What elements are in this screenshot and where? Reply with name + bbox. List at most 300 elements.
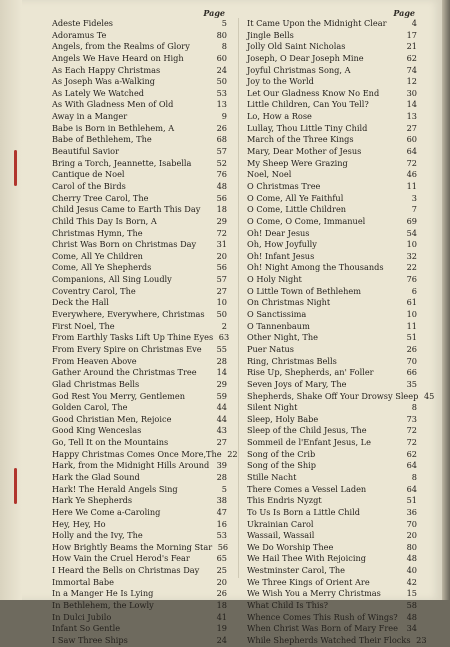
entry-page-number: 76	[216, 169, 227, 180]
entry-page-number: 60	[216, 52, 227, 63]
index-entry	[247, 519, 417, 531]
entry-title: Carol of the Birds	[52, 180, 126, 191]
entry-page-number: 16	[216, 518, 227, 529]
entry-page-number: 3	[411, 192, 417, 203]
index-entry	[52, 99, 227, 111]
entry-page-number: 10	[406, 309, 417, 320]
entry-title: From Heaven Above	[52, 355, 137, 366]
entry-page-number: 73	[406, 413, 417, 424]
entry-title: Companions, All Sing Loudly	[52, 274, 172, 285]
entry-page-number: 26	[216, 588, 227, 599]
column-divider	[238, 18, 239, 578]
entry-page-number: 50	[216, 309, 227, 320]
entry-title: Joseph, O Dear Joseph Mine	[247, 52, 364, 63]
entry-page-number: 70	[406, 355, 417, 366]
entry-page-number: 18	[216, 204, 227, 215]
entry-title: O Tannenbaum	[247, 320, 310, 331]
index-entry	[52, 507, 227, 519]
index-entry	[247, 344, 417, 356]
entry-page-number: 28	[216, 355, 227, 366]
entry-title: First Noel, The	[52, 320, 115, 331]
entry-page-number: 20	[216, 576, 227, 587]
page-edge-shadow	[442, 0, 450, 600]
index-entry	[52, 542, 227, 554]
index-entry	[52, 519, 227, 531]
entry-title: In Dulci Jubilo	[52, 611, 112, 622]
entry-page-number: 80	[216, 29, 227, 40]
entry-page-number: 13	[406, 111, 417, 122]
index-entry	[52, 484, 227, 496]
entry-page-number: 51	[406, 495, 417, 506]
entry-title: O Little Town of Bethlehem	[247, 285, 361, 296]
index-entry	[52, 495, 227, 507]
entry-title: Hark! The Herald Angels Sing	[52, 483, 178, 494]
entry-page-number: 28	[216, 471, 227, 482]
index-entry	[247, 530, 417, 542]
index-entry	[247, 286, 417, 298]
index-entry	[52, 216, 227, 228]
entry-page-number: 10	[406, 239, 417, 250]
entry-title: Cherry Tree Carol, The	[52, 192, 149, 203]
entry-title: March of the Three Kings	[247, 134, 354, 145]
index-column-left	[52, 8, 238, 647]
entry-page-number: 66	[406, 367, 417, 378]
entry-title: O Come, All Ye Faithful	[247, 192, 344, 203]
index-entry	[247, 146, 417, 158]
entry-page-number: 13	[216, 99, 227, 110]
index-entry	[52, 402, 227, 414]
entry-title: Oh! Dear Jesus	[247, 227, 310, 238]
entry-page-number: 41	[216, 611, 227, 622]
entry-title: Beautiful Savior	[52, 146, 120, 157]
index-entry	[247, 507, 417, 519]
entry-page-number: 12	[406, 76, 417, 87]
entry-page-number: 2	[221, 320, 227, 331]
index-entry	[52, 65, 227, 77]
entry-title: Christmas Hymn, The	[52, 227, 143, 238]
entry-title: Wassail, Wassail	[247, 530, 315, 541]
index-entry	[52, 577, 227, 589]
entry-title: Silent Night	[247, 402, 298, 413]
index-entry	[52, 41, 227, 53]
index-entry	[247, 634, 427, 647]
index-entry	[52, 391, 227, 403]
entry-page-number: 76	[406, 274, 417, 285]
entry-page-number: 64	[406, 483, 417, 494]
index-entry	[247, 425, 417, 437]
entry-page-number: 25	[216, 565, 227, 576]
entry-title: Glad Christmas Bells	[52, 378, 140, 389]
entry-title: Sleep of the Child Jesus, The	[247, 425, 367, 436]
entry-page-number: 44	[216, 402, 227, 413]
index-entry	[247, 204, 417, 216]
entry-page-number: 48	[406, 553, 417, 564]
index-entry	[52, 553, 227, 565]
entry-page-number: 9	[221, 111, 227, 122]
entry-title: In a Manger He Is Lying	[52, 588, 154, 599]
index-entry	[52, 309, 227, 321]
index-entry	[247, 600, 417, 612]
entry-title: Sommeil de l'Enfant Jesus, Le	[247, 437, 371, 448]
entry-page-number: 18	[216, 600, 227, 611]
entry-title: Joyful Christmas Song, A	[247, 64, 351, 75]
entry-page-number: 52	[216, 157, 227, 168]
index-entry	[52, 356, 227, 368]
entry-title: We Wish You a Merry Christmas	[247, 588, 381, 599]
index-entry	[247, 390, 435, 403]
index-entry	[247, 30, 417, 42]
entry-page-number: 61	[406, 297, 417, 308]
entry-page-number: 57	[216, 274, 227, 285]
entry-page-number: 58	[406, 600, 417, 611]
index-entry	[247, 577, 417, 589]
index-entry	[247, 321, 417, 333]
index-entry	[52, 379, 227, 391]
index-entry	[52, 274, 227, 286]
index-entry	[247, 41, 417, 53]
index-entry	[247, 228, 417, 240]
entry-page-number: 24	[216, 634, 227, 645]
entry-title: Westminster Carol, The	[247, 565, 345, 576]
entry-title: Come, All Ye Shepherds	[52, 262, 152, 273]
index-entry	[52, 530, 227, 542]
entry-page-number: 14	[216, 367, 227, 378]
index-entry	[247, 239, 417, 251]
entry-title: Whence Comes This Rush of Wings?	[247, 611, 398, 622]
entry-page-number: 72	[216, 227, 227, 238]
entry-page-number: 48	[406, 611, 417, 622]
entry-page-number: 29	[216, 378, 227, 389]
entry-title: Let Our Gladness Know No End	[247, 87, 380, 98]
index-entry	[52, 588, 227, 600]
entry-title: As Each Happy Christmas	[52, 64, 161, 75]
entry-title: Good Christian Men, Rejoice	[52, 413, 172, 424]
index-entry	[52, 635, 227, 647]
entry-title: Deck the Hall	[52, 297, 109, 308]
index-entry	[247, 297, 417, 309]
entry-title: Here We Come a-Caroling	[52, 506, 161, 517]
entry-title: Lullay, Thou Little Tiny Child	[247, 122, 368, 133]
entry-title: Bring a Torch, Jeannette, Isabella	[52, 157, 192, 168]
page-binding	[0, 0, 22, 600]
entry-title: On Christmas Night	[247, 297, 331, 308]
entry-page-number: 30	[406, 87, 417, 98]
entry-title: Babe of Bethlehem, The	[52, 134, 152, 145]
entry-title: Hark the Glad Sound	[52, 471, 140, 482]
entry-title: O Holy Night	[247, 274, 302, 285]
index-entry	[247, 402, 417, 414]
entry-page-number: 20	[406, 530, 417, 541]
entry-page-number: 62	[406, 448, 417, 459]
index-entry	[52, 565, 227, 577]
entry-title: As Lately We Watched	[52, 87, 145, 98]
entry-page-number: 72	[406, 437, 417, 448]
entry-title: Hey, Hey, Ho	[52, 518, 106, 529]
index-entry	[247, 18, 417, 30]
entry-title: From Every Spire on Christmas Eve	[52, 343, 202, 354]
index-column-right	[247, 8, 435, 647]
index-entry	[52, 239, 227, 251]
entry-title: Song of the Ship	[247, 460, 316, 471]
entry-page-number: 32	[406, 250, 417, 261]
index-entry	[247, 123, 417, 135]
index-entry	[52, 134, 227, 146]
entry-title: While Shepherds Watched Their Flocks	[247, 634, 411, 645]
index-entry	[52, 30, 227, 42]
index-entry	[247, 542, 417, 554]
entry-page-number: 56	[216, 192, 227, 203]
entry-page-number: 47	[216, 506, 227, 517]
entry-title: Gather Around the Christmas Tree	[52, 367, 197, 378]
entry-page-number: 10	[216, 297, 227, 308]
index-entry	[52, 158, 227, 170]
index-entry	[52, 286, 227, 298]
entry-page-number: 35	[406, 378, 417, 389]
entry-title: Hark, from the Midnight Hills Around	[52, 460, 210, 471]
entry-page-number: 4	[411, 18, 417, 28]
entry-title: To Us Is Born a Little Child	[247, 506, 361, 517]
index-entry	[247, 88, 417, 100]
entry-title: When Christ Was Born of Mary Free	[247, 623, 398, 634]
index-entry	[52, 460, 227, 472]
entry-title: Sleep, Holy Babe	[247, 413, 319, 424]
index-entry	[247, 553, 417, 565]
entry-title: Angels We Have Heard on High	[52, 52, 184, 63]
entry-title: Golden Carol, The	[52, 402, 128, 413]
index-entry	[247, 332, 417, 344]
entry-title: Stille Nacht	[247, 471, 297, 482]
entry-title: Jingle Bells	[247, 29, 294, 40]
entry-page-number: 59	[216, 390, 227, 401]
entry-title: How Vain the Cruel Herod's Fear	[52, 553, 190, 564]
entry-page-number: 17	[406, 29, 417, 40]
entry-page-number: 14	[406, 99, 417, 110]
index-entry	[247, 449, 417, 461]
entry-page-number: 53	[216, 530, 227, 541]
entry-title: How Brightly Beams the Morning Star	[52, 541, 213, 552]
entry-title: God Rest You Merry, Gentlemen	[52, 390, 186, 401]
entry-title: Little Children, Can You Tell?	[247, 99, 369, 110]
entry-page-number: 74	[406, 64, 417, 75]
entry-title: Ring, Christmas Bells	[247, 355, 337, 366]
entry-title: Hark Ye Shepherds	[52, 495, 133, 506]
index-entry	[52, 76, 227, 88]
entry-title: Happy Christmas Comes Once More,The	[52, 448, 222, 459]
index-entry	[247, 460, 417, 472]
entry-title: Immortal Babe	[52, 576, 114, 587]
entry-page-number: 42	[406, 576, 417, 587]
entry-title: Other Night, The	[247, 332, 319, 343]
entry-title: From Earthly Tasks Lift Up Thine Eyes	[52, 332, 214, 343]
index-entry	[52, 472, 227, 484]
entry-page-number: 64	[406, 460, 417, 471]
page-column-header: Page	[393, 8, 415, 18]
index-entry	[247, 367, 417, 379]
entry-title: Jolly Old Saint Nicholas	[247, 41, 346, 52]
entry-title: Good King Wenceslas	[52, 425, 142, 436]
entry-title: Oh! Night Among the Thousands	[247, 262, 384, 273]
entry-title: Everywhere, Everywhere, Christmas	[52, 309, 205, 320]
entry-title: Oh, How Joyfully	[247, 239, 317, 250]
index-entry	[247, 76, 417, 88]
entry-page-number: 20	[216, 250, 227, 261]
entry-page-number: 11	[406, 180, 417, 191]
index-entry	[52, 123, 227, 135]
entry-page-number: 21	[406, 41, 417, 52]
entry-title: Adoramus Te	[52, 29, 107, 40]
index-entry	[247, 65, 417, 77]
entry-title: We Do Worship Thee	[247, 541, 334, 552]
entry-title: Away in a Manger	[52, 111, 128, 122]
entry-page-number: 56	[216, 262, 227, 273]
index-entry	[52, 193, 227, 205]
index-entry	[52, 228, 227, 240]
entry-title: Seven Joys of Mary, The	[247, 378, 347, 389]
binding-thread-bottom	[14, 468, 17, 504]
index-entry	[247, 379, 417, 391]
entry-title: Babe is Born in Bethlehem, A	[52, 122, 175, 133]
entry-page-number: 34	[406, 623, 417, 634]
entry-page-number: 80	[406, 541, 417, 552]
entry-page-number: 7	[411, 204, 417, 215]
index-entry	[247, 181, 417, 193]
entry-title: Ukrainian Carol	[247, 518, 314, 529]
index-entry	[52, 53, 227, 65]
entry-title: Go, Tell It on the Mountains	[52, 437, 169, 448]
entry-page-number: 39	[216, 460, 227, 471]
entry-title: Song of the Crib	[247, 448, 316, 459]
index-entry	[247, 158, 417, 170]
entry-title: Adeste Fideles	[52, 18, 113, 28]
entry-title: O Come, Little Children	[247, 204, 347, 215]
index-entry	[247, 169, 417, 181]
entry-title: Child This Day Is Born, A	[52, 215, 157, 226]
entry-title: We Hail Thee With Rejoicing	[247, 553, 366, 564]
entry-page-number: 43	[216, 425, 227, 436]
entry-title: My Sheep Were Grazing	[247, 157, 348, 168]
entry-page-number: 26	[406, 343, 417, 354]
entry-page-number: 27	[216, 285, 227, 296]
binding-thread-top	[14, 150, 17, 186]
entry-page-number: 69	[406, 215, 417, 226]
index-entry	[247, 484, 417, 496]
entry-title: It Came Upon the Midnight Clear	[247, 18, 387, 28]
entry-page-number: 26	[216, 122, 227, 133]
entry-page-number: 5	[221, 18, 227, 28]
entry-title: O Come, O Come, Immanuel	[247, 215, 366, 226]
entry-page-number: 8	[221, 41, 227, 52]
entry-page-number: 54	[406, 227, 417, 238]
index-entry	[52, 332, 230, 344]
entry-page-number: 44	[216, 413, 227, 424]
entry-page-number: 29	[216, 215, 227, 226]
entry-title: Noel, Noel	[247, 169, 292, 180]
index-entry	[52, 169, 227, 181]
entry-title: Lo, How a Rose	[247, 111, 312, 122]
entry-title: Puer Natus	[247, 343, 294, 354]
index-entry	[52, 414, 227, 426]
entry-title: Come, All Ye Children	[52, 250, 143, 261]
entry-page-number: 5	[221, 483, 227, 494]
entry-page-number: 72	[406, 157, 417, 168]
entry-page-number: 64	[406, 146, 417, 157]
entry-page-number: 38	[216, 495, 227, 506]
index-entry	[52, 623, 227, 635]
index-entry	[247, 588, 417, 600]
index-entry	[52, 88, 227, 100]
entry-title: Mary, Dear Mother of Jesus	[247, 146, 362, 157]
entry-page-number: 22	[227, 448, 238, 459]
index-entry	[247, 111, 417, 123]
index-entry	[52, 344, 227, 356]
entry-title: In Bethlehem, the Lowly	[52, 600, 154, 611]
entry-title: What Child Is This?	[247, 600, 329, 611]
entry-page-number: 50	[216, 76, 227, 87]
entry-title: O Sanctissima	[247, 309, 307, 320]
index-entry	[247, 216, 417, 228]
index-entry	[247, 623, 417, 635]
entry-title: O Christmas Tree	[247, 180, 321, 191]
entry-page-number: 72	[406, 425, 417, 436]
entry-page-number: 65	[216, 553, 227, 564]
index-entry	[247, 134, 417, 146]
index-entry	[247, 414, 417, 426]
entry-page-number: 48	[216, 180, 227, 191]
entry-page-number: 63	[218, 332, 230, 343]
entry-page-number: 15	[406, 588, 417, 599]
index-entry	[247, 309, 417, 321]
entry-page-number: 55	[216, 343, 227, 354]
entry-page-number: 11	[406, 320, 417, 331]
entry-title: We Three Kings of Orient Are	[247, 576, 370, 587]
entry-page-number: 45	[423, 390, 435, 401]
entry-page-number: 8	[411, 471, 417, 482]
index-entry	[52, 297, 227, 309]
entry-page-number: 56	[217, 541, 229, 552]
entry-page-number: 8	[411, 402, 417, 413]
entry-page-number: 23	[416, 634, 427, 645]
entry-page-number: 24	[216, 64, 227, 75]
index-entry	[52, 18, 227, 30]
entry-title: Rise Up, Shepherds, an' Foller	[247, 367, 374, 378]
entry-page-number: 27	[216, 437, 227, 448]
entry-title: Cantique de Noel	[52, 169, 125, 180]
index-entry	[52, 612, 227, 624]
entry-page-number: 36	[406, 506, 417, 517]
entry-page-number: 31	[216, 239, 227, 250]
entry-title: Infant So Gentle	[52, 623, 121, 634]
entry-title: Angels, from the Realms of Glory	[52, 41, 190, 52]
index-entry	[247, 495, 417, 507]
entry-page-number: 19	[216, 623, 227, 634]
index-entry	[52, 321, 227, 333]
entry-page-number: 46	[406, 169, 417, 180]
index-entry	[52, 425, 227, 437]
entry-title: Child Jesus Came to Earth This Day	[52, 204, 201, 215]
entry-page-number: 6	[411, 285, 417, 296]
index-entry	[247, 251, 417, 263]
entry-title: As With Gladness Men of Old	[52, 99, 174, 110]
entry-page-number: 22	[406, 262, 417, 273]
entry-page-number: 57	[216, 146, 227, 157]
entry-title: As Joseph Was a-Walking	[52, 76, 155, 87]
index-entry	[52, 367, 227, 379]
entry-page-number: 51	[406, 332, 417, 343]
entry-title: I Saw Three Ships	[52, 634, 128, 645]
entry-title: There Comes a Vessel Laden	[247, 483, 367, 494]
index-entry	[247, 274, 417, 286]
entry-page-number: 62	[406, 52, 417, 63]
